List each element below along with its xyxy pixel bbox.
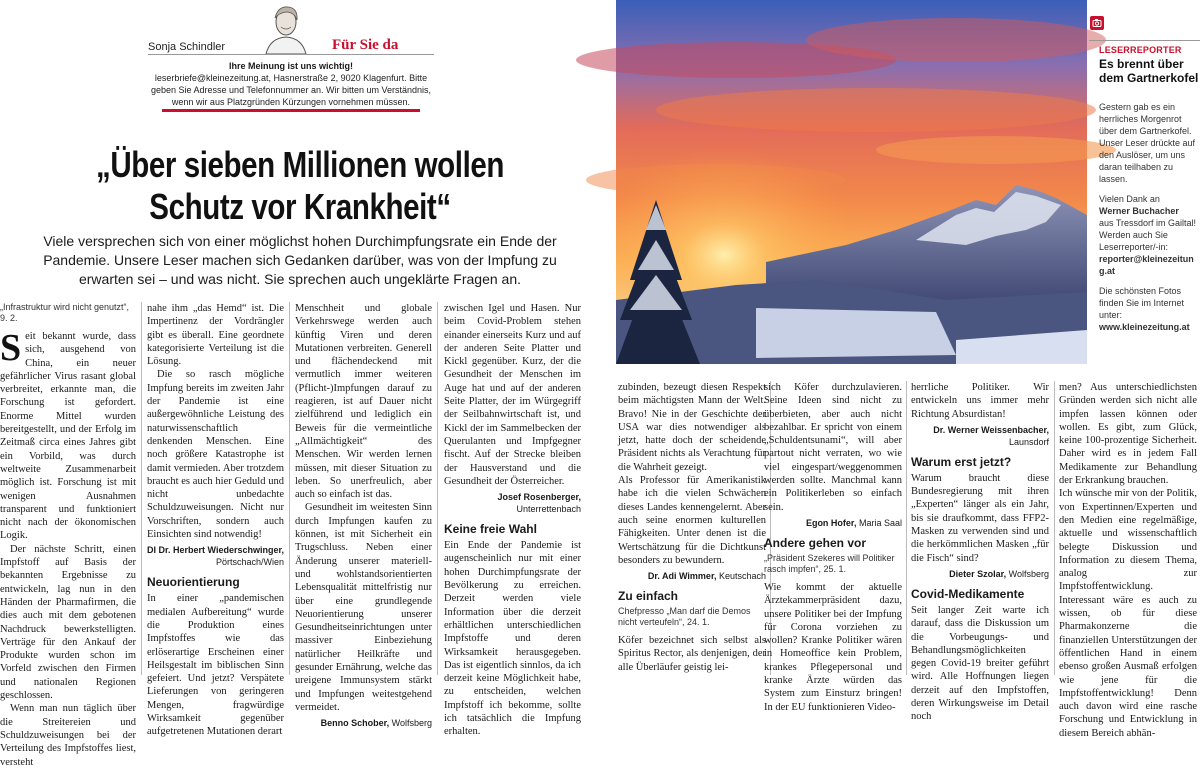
- header-red-rule: [162, 109, 420, 112]
- column-r3: [911, 381, 1049, 723]
- letter-reference: „Infrastruktur wird nicht genutzt“, 9. 2.: [0, 302, 130, 323]
- column-1: [0, 302, 136, 768]
- letter-signature: Josef Rosenberger, Unterrettenbach: [497, 492, 581, 515]
- paragraph: Die so rasch mögliche Impfung bereits im zweiten Jahr der Pandemie ist eine außergewöhnliche Leistung des naturwissenschaftlich denkenden Menschen. Eine noch größere Katastrophe ist damit vermieden. Aber trotzdem braucht es auch hier Geduld und nicht unbedachte Schuldzuweisungen. Nicht nur Vorschriften, sondern auch Einsichten sind notwendig!: [147, 369, 284, 541]
- letter-subheading: Warum erst jetzt?: [911, 454, 1012, 469]
- sidebar-text: Gestern gab es ein herrliches Morgenrot über dem Gartnerkofel. Unser Leser drückte auf den Auslöser, um uns daran teilhaben zu lassen.: [1099, 102, 1196, 184]
- section-header: [148, 0, 434, 112]
- camera-icon: [1090, 16, 1104, 30]
- sidebar-url: www.kleinezeitung.at: [1099, 322, 1190, 332]
- paragraph: nahe ihm „das Hemd“ ist. Die Impertinenz der Vordrängler gibt es überall. Eine geordnete kategorisierte Verteilung ist die Lösung.: [147, 303, 284, 368]
- sidebar-thanks: Vielen Dank an Werner Buchacher aus Tressdorf im Gailtal! Werden auch Sie Leserreporter/-in: reporter@kleinezeitung.at Die schönsten Fotos finden Sie im Internet unter: www.kleinezeitung.at: [1099, 193, 1199, 333]
- column-3: [295, 302, 432, 729]
- column-r2: [764, 381, 902, 713]
- letter-reference: „Präsident Szekeres will Politiker rasch impfen“, 25. 1.: [764, 552, 895, 574]
- paragraph: Wenn man nun täglich über die Streitereien und Schuldzuweisungen bei der Verteilung des Impfstoffes liest, versteht: [0, 703, 136, 768]
- letter-subheading: Covid-Medikamente: [911, 586, 1025, 601]
- sidebar-kicker: LESERREPORTER: [1099, 45, 1182, 55]
- letter-subheading: Zu einfach: [618, 589, 679, 604]
- letter-signature: DI Dr. Herbert Wiederschwinger, Pörtschach/Wien: [147, 545, 284, 568]
- headline: [54, 144, 546, 228]
- drop-cap: S: [0, 327, 22, 369]
- paragraph: eit bekannt wurde, dass sich, ausgehend von China, ein neuer gefährlicher Virus rasant global verbreitet, erkannte man, die Forschung ist gefordert. Enorme Mittel wurden bereitgestellt, und der Erfolg im Zeitmaß circa eines Jahres gibt ein Vorbild, was durch weltweite Zusammenarbeit möglich ist. Forschung ist mit wenigen Ausnahmen transparent und funktioniert nicht nach der ökonomischen Logik.: [0, 331, 136, 542]
- column-4: [444, 302, 581, 738]
- letter-subheading: Keine freie Wahl: [444, 522, 537, 537]
- paragraph: Warum braucht diese Bundesregierung mit ihren „Experten“ länger als ein Jahr, bis sie draufkommt, dass FFP2-Masken zu verwenden sind und die herkömmlichen Masken „für die Fisch“ sind?: [911, 472, 1049, 564]
- header-rule: [148, 54, 434, 55]
- column-divider: [1054, 381, 1055, 675]
- paragraph: Wie kommt der aktuelle Ärztekammerpräsident dazu, unsere Politiker bei der Impfung für Corona vorziehen zu wollen? Kranke Politiker wären in Homeoffice kein Problem, krankes Pflegepersonal und kranke Ärzte würden das System zum Einsturz bringen! In der EU funktionieren Video-: [764, 581, 902, 713]
- paragraph: zwischen Igel und Hasen. Nur beim Covid-Problem stehen einander einerseits Kurz und auf der anderen Seite Platter und Kickl gegenüber. Kurz, der die Gesundheit der Menschen im Auge hat und auf der anderen Seite Platter, der im Würgegriff der Seilbahnwirtschaft ist, und Kickl der im Sammelbecken der Querulanten und Impfgegner fischt. Auf der Strecke bleiben der Hausverstand und die Gesundheit der Österreicher.: [444, 303, 581, 487]
- letter-reference: Chefpresso „Man darf die Demos nicht verteufeln“, 24. 1.: [618, 606, 751, 628]
- sidebar-rule: [1089, 40, 1200, 41]
- column-divider: [141, 302, 142, 675]
- paragraph: Köfer bezeichnet sich selbst als Spiritus Rector, als denjenigen, der alle Überläufer geistig lei-: [618, 635, 766, 673]
- paragraph: Menschheit und globale Verkehrswege werden auch künftig Viren und deren Mutationen verbreiten. Generell und flächendeckend mit vermutlich immer weiteren (Pflicht-)Impfungen darauf zu reagieren, ist auf Dauer nicht zielführend und lediglich ein Beweis für die vermeintliche „Allmächtigkeit“ des Menschen. Wir werden lernen müssen, mit dieser Situation zu leben. So unerfreulich, aber auch so einfach ist das.: [295, 303, 432, 501]
- leserreporter-box: [1089, 0, 1200, 364]
- letter-signature: Dieter Szolar, Wolfsberg: [949, 568, 1049, 579]
- lead-paragraph: Viele versprechen sich von einer möglichst hohen Durchimpfungsrate ein Ende der Pandemie. Unsere Leser machen sich Gedanken darüber, was von der Impfung zu erwarten sei – und was nicht. Sie sprechen auch ungeklärte Fragen an.: [43, 233, 557, 287]
- column-divider: [437, 302, 438, 675]
- paragraph: Als Professor für Amerikanistik habe ich die vielen Schwächen dieses Landes kennengelernt. Aber auch seine enormen kulturellen Fähigkeiten. Unter denen ist die Wertschätzung für die Dichtkunst besonders zu bewundern.: [618, 475, 766, 566]
- column-divider: [289, 302, 290, 675]
- letter-subheading: Andere gehen vor: [764, 535, 867, 550]
- letter-signature: Egon Hofer, Maria Saal: [805, 517, 902, 528]
- paragraph: Der nächste Schritt, einen Impfstoff auf Basis der bekannten Ergebnisse zu entwickeln, lag nun in den Händen der Pharmafirmen, die dies auch mit dem gebotenen Nachdruck bewerkstelligten. Verträge für den Ankauf der Produkte wurden schon im Vorfeld zwischen den Firmen und nationalen Regionen geschlossen.: [0, 543, 136, 702]
- left-page: [0, 0, 600, 768]
- author-avatar: [260, 2, 312, 54]
- headline-line-1: „Über sieben Millionen wollen: [95, 144, 505, 185]
- paragraph: Seit langer Zeit warte ich darauf, dass die Diskussion um die Vorbeugungs- und Behandlungsmöglichkeiten gegen Covid-19 breiter geführt wird. Alle Hoffnungen liegen derzeit auf den Impfstoffen, deren Wirkungsweise im Detail noch: [911, 604, 1049, 723]
- letter-subheading: Neuorientierung: [147, 575, 240, 590]
- paragraph: zubinden, bezeugt diesen Respekt beim mächtigsten Mann der Welt. Bravo! Nie in der Geschichte der USA war dies notwendiger als jetzt, hatte doch der scheidende Präsident nichts als Verachtung für die Wahrheit gezeigt.: [618, 382, 766, 473]
- section-title: Für Sie da: [332, 37, 399, 53]
- sidebar-title: Es brennt über dem Gartnerkofel: [1099, 57, 1199, 85]
- paragraph: In einer „pandemischen medialen Aufbereitung“ wurde die Produktion eines Impfstoffes wie das erlöserartige Erscheinen einer Heilsgestalt im biblischen Sinn gefeiert. Und jetzt? Verspätete Lieferungen von geringeren Mengen, fragwürdige Wirksamkeit gegenüber aufgetretenen Mutationen derart: [147, 593, 284, 738]
- column-r1: [618, 381, 766, 675]
- sunset-photo: [616, 0, 1087, 364]
- column-r4: [1059, 381, 1197, 739]
- letter-signature: Dr. Werner Weissenbacher, Launsdorf: [933, 424, 1049, 447]
- paragraph: Gesundheit im weitesten Sinn durch Impfungen kaufen zu können, ist mit Sicherheit ein Trugschluss. Neben einer Änderung unserer materiell- und wohlstandsorientierten Lebensqualität mittelfristig nur über eine grundlegende Neuorientierung unserer Gesundheitseinrichtungen unter massiver Einbeziehung natürlicher Heilkräfte und gesunder Ernährung, welche das ureigene Immunsystem stärkt und Impfungen weitestgehend vermeidet.: [295, 502, 432, 713]
- letter-signature: Benno Schober, Wolfsberg: [320, 718, 432, 729]
- paragraph: sich Köfer durchzulavieren. Seine Ideen sind nicht zu überbieten, aber auch nicht bezahlbar. Er spricht von einem „Schuldentsunami“, will aber partout nicht verraten, wo wie viel eingespart/weggenommen werden sollte. Manchmal kann ein Politikerleben so einfach sein.: [764, 382, 902, 513]
- header-subtitle: Ihre Meinung ist uns wichtig!: [228, 61, 353, 71]
- paragraph: herrliche Politiker. Wir entwickeln uns immer mehr Richtung Absurdistan!: [911, 382, 1049, 420]
- column-2: [147, 302, 284, 738]
- header-info: leserbriefe@kleinezeitung.at, Hasnerstraße 2, 9020 Klagenfurt. Bitte geben Sie Adresse und Telefonnummer an. Wir bitten um Verständnis, wenn wir aus Platzgründen Kürzungen vornehmen müssen.: [151, 73, 431, 107]
- sidebar-email: reporter@kleinezeitung.at: [1099, 254, 1194, 276]
- headline-line-2: Schutz vor Krankheit“: [149, 186, 451, 227]
- paragraph: Ich wünsche mir von der Politik, von Expertinnen/Experten und den Medien eine regelmäßige, aktuelle und wissenschaftlich belegte Diskussion und Information zu diesem Thema, analog zur Impfstoffentwicklung. Interessant wäre es auch zu wissen, ob für diese Pharmakonzerne die finanziellen Unterstützungen der öffentlichen Hand in einem ebenso großen Ausmaß erfolgen wie jene für die Impfstoffentwicklung! Denn auch davon wird eine rasche Forschung und Entwicklung in diesem Bereich abhän-: [1059, 488, 1197, 739]
- column-divider: [906, 381, 907, 675]
- paragraph: Ein Ende der Pandemie ist augenscheinlich nur mit einer hohen Durchimpfungsrate der Bevölkerung zu erreichen. Derzeit werden viele Information über die derzeit erhältlichen unterschiedlichen Impfstoffe und deren Wirksamkeit herausgegeben. Das ist eigentlich sinnlos, da ich derzeit keine Möglichkeit habe, zu entscheiden, welchen Impfstoff ich bekomme, sollte ich tatsächlich die Impfung erhalten.: [444, 540, 581, 738]
- paragraph: men? Aus unterschiedlichsten Gründen werden sich nicht alle impfen lassen können oder wollen. Es gibt, zum Glück, keine 100-prozentige Sicherheit. Daher wird es in jedem Fall Medikamente zur Behandlung der Erkrankung brauchen.: [1059, 382, 1197, 487]
- letter-signature: Dr. Adi Wimmer, Keutschach: [647, 571, 766, 582]
- sunset-photo-image: [616, 0, 1087, 364]
- author-name: Sonja Schindler: [148, 41, 226, 53]
